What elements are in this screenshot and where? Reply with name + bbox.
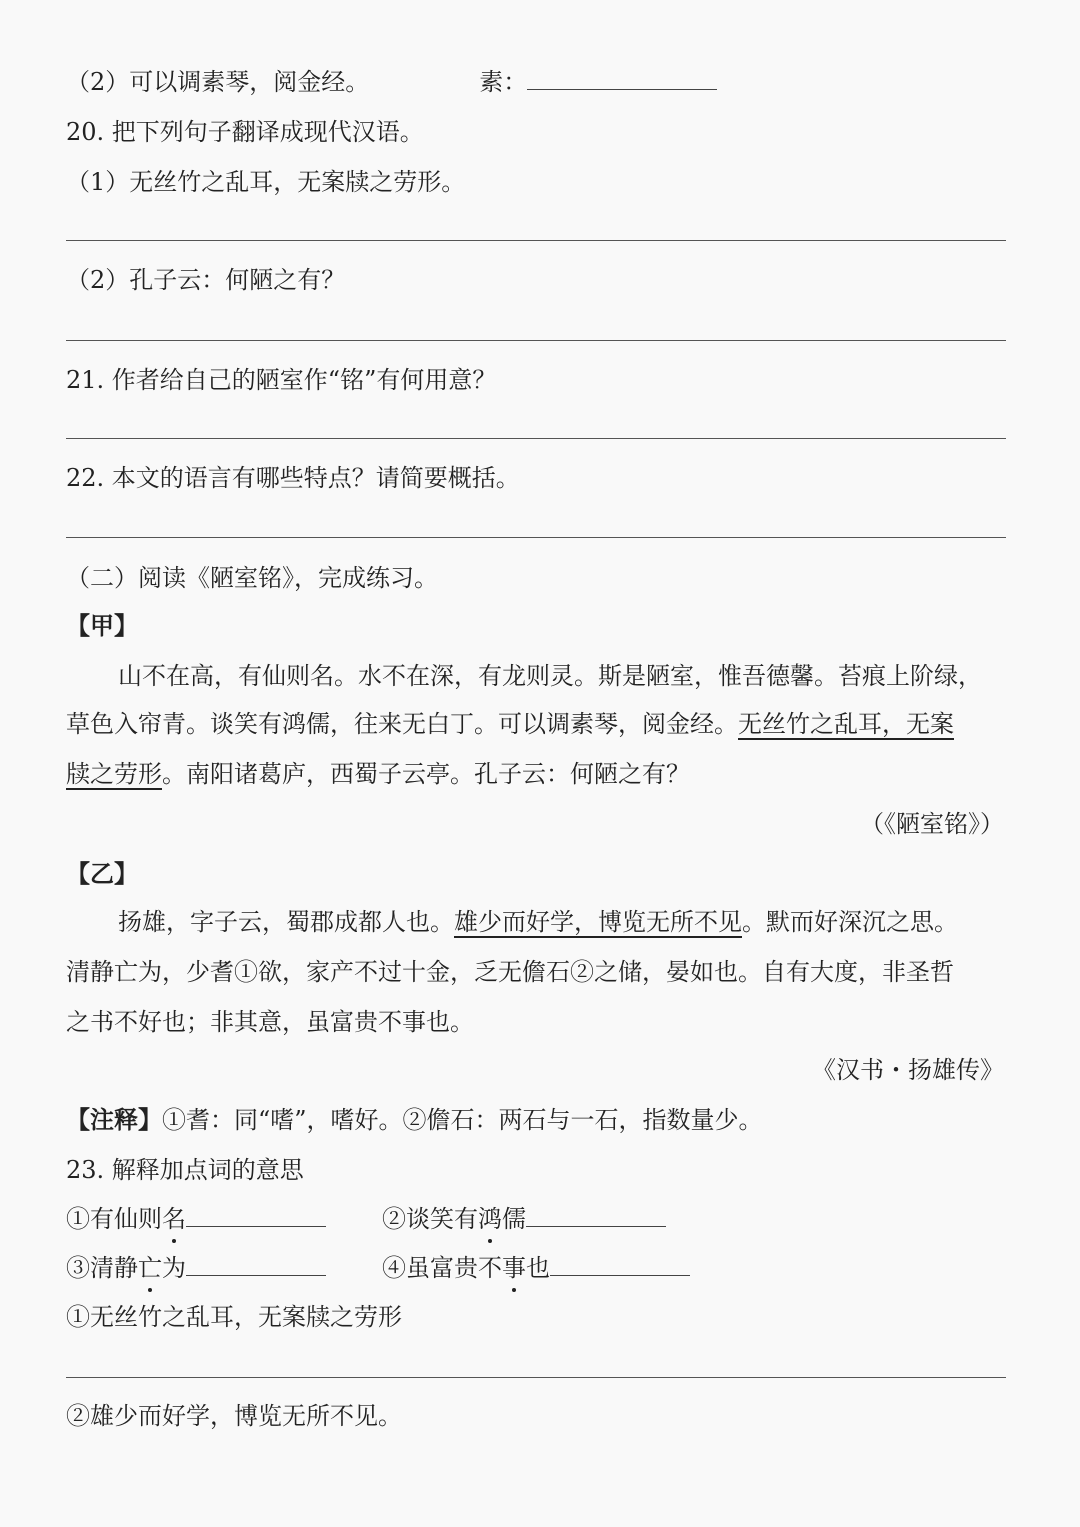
passage-yi-line-3: 之书不好也；非其意，虽富贵不事也。 [66,1008,474,1036]
dotted-word: 亡 [138,1254,162,1282]
answer-line[interactable] [66,537,1006,538]
answer-line[interactable] [66,240,1006,241]
q20-title: 20. 把下列句子翻译成现代汉语。 [66,118,424,146]
passage-jia-line-2: 草色入帘青。谈笑有鸿儒，往来无白丁。可以调素琴，阅金经。无丝竹之乱耳，无案 [66,710,954,738]
answer-blank[interactable] [186,1204,326,1227]
section-heading: （二）阅读《陋室铭》，完成练习。 [66,564,438,592]
q23-item-1: ①有仙则名 [66,1203,326,1235]
answer-blank[interactable] [527,67,717,90]
underlined-sentence: 雄少而好学，博览无所不见 [454,908,742,936]
passage-yi-line-1: 扬雄，字子云，蜀郡成都人也。雄少而好学，博览无所不见。默而好深沉之思。 [118,908,958,936]
passage-jia-line-1: 山不在高，有仙则名。水不在深，有龙则灵。斯是陋室，惟吾德馨。苔痕上阶绿， [118,662,982,690]
q21-question: 21. 作者给自己的陋室作“铭”有何用意？ [66,366,497,394]
answer-line[interactable] [66,438,1006,439]
passage-yi-line-2: 清静亡为，少耆①欲，家产不过十金，乏无儋石②之储，晏如也。自有大度，非圣哲 [66,958,954,986]
translate-item-1: ①无丝竹之乱耳，无案牍之劳形 [66,1303,402,1331]
passage-jia-source: （《陋室铭》） [860,810,1004,838]
passage-jia-line-3: 牍之劳形。南阳诸葛庐，西蜀子云亭。孔子云：何陋之有？ [66,760,690,788]
answer-blank[interactable] [550,1253,690,1276]
underlined-sentence: 牍之劳形 [66,760,162,788]
passage-yi-source: 《汉书・扬雄传》 [812,1056,1004,1084]
q23-title: 23. 解释加点词的意思 [66,1156,304,1184]
dotted-word: 事 [502,1254,526,1282]
q23-item-4: ④虽富贵不事也 [382,1252,690,1284]
underlined-sentence: 无丝竹之乱耳，无案 [738,710,954,738]
q20-sentence-1: （1）无丝竹之乱耳，无案牍之劳形。 [66,168,466,196]
answer-line[interactable] [66,340,1006,341]
q22-question: 22. 本文的语言有哪些特点？请简要概括。 [66,464,520,492]
q23-item-2: ②谈笑有鸿儒 [382,1203,666,1235]
q20-sentence-2: （2）孔子云：何陋之有？ [66,266,346,294]
answer-line[interactable] [66,1377,1006,1378]
dotted-word: 名 [162,1205,186,1233]
q19-item-2: （2）可以调素琴，阅金经。 素： [66,66,717,98]
translate-item-2: ②雄少而好学，博览无所不见。 [66,1402,402,1430]
answer-blank[interactable] [186,1253,326,1276]
q23-item-3: ③清静亡为 [66,1252,326,1284]
dotted-word: 鸿 [478,1205,502,1233]
answer-blank[interactable] [526,1204,666,1227]
passage-jia-label: 【甲】 [66,611,138,640]
passage-yi-label: 【乙】 [66,859,138,888]
annotation: 【注释】①耆：同“嗜”，嗜好。②儋石：两石与一石，指数量少。 [66,1105,763,1134]
